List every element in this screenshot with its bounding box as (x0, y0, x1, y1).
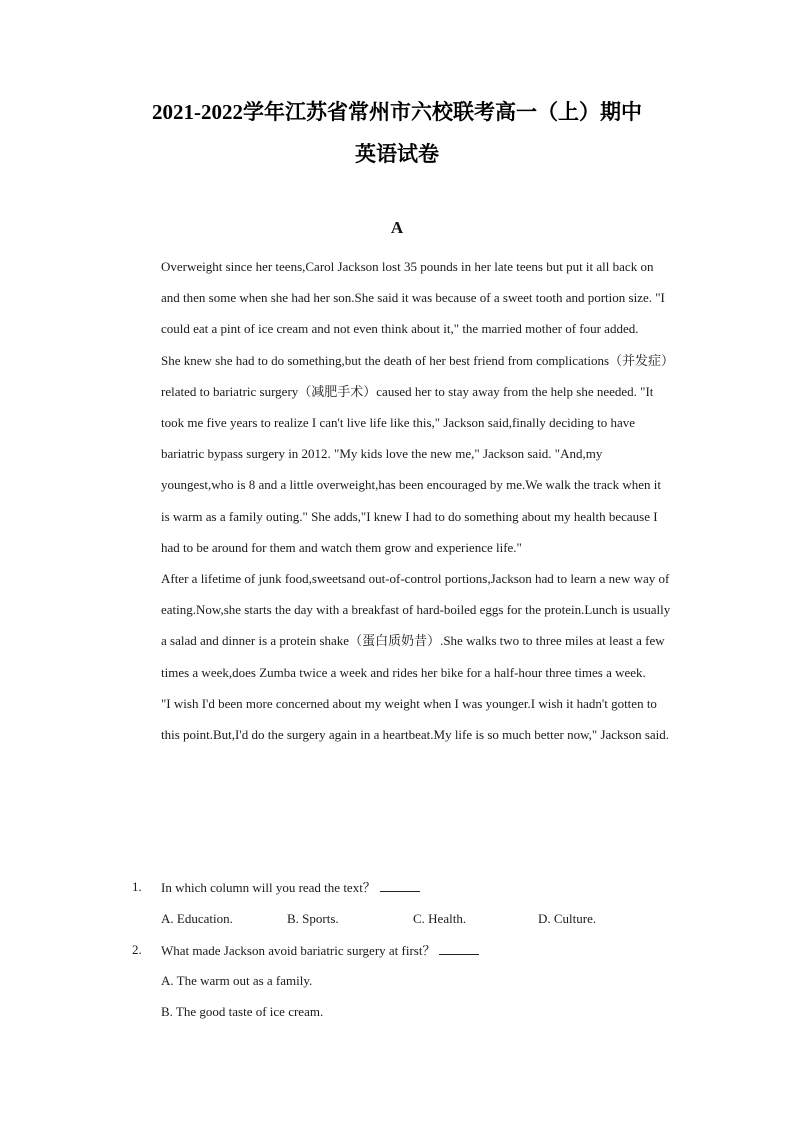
section-heading: A (390, 218, 404, 237)
question-number: 1. (132, 879, 142, 894)
question-2-option-a[interactable]: A. The warm out as a family. (161, 973, 313, 988)
question-number: 2. (132, 942, 142, 957)
answer-blank[interactable] (380, 877, 420, 892)
question-text-wrap (161, 877, 420, 898)
question-2-option-b[interactable]: B. The good taste of ice cream. (161, 1004, 324, 1019)
passage-paragraph-3: After a lifetime of junk food,sweetsand out-of-control portions,Jackson had to learn a new way of eating.Now,she starts the day with a breakfast of hard-boiled eggs for the protein.Lunch is usually a salad and dinner is a protein shake（蛋白质奶昔）.She walks two to three miles at least a few times a week,does Zumba twice a week and rides her bike for a half-hour three times a week. (161, 571, 671, 680)
question-text: In which column will you read the text？ (161, 880, 376, 895)
question-1-option-a[interactable]: A. Education. (161, 911, 233, 926)
question-1-option-c[interactable]: C. Health. (413, 911, 467, 926)
reading-passage (161, 251, 671, 750)
exam-title-line2: 英语试卷 (355, 142, 439, 166)
answer-blank[interactable] (439, 940, 479, 955)
question-text: What made Jackson avoid bariatric surgery at first？ (161, 943, 436, 958)
passage-paragraph-2: She knew she had to do something,but the death of her best friend from complications（并发症）related to bariatric surgery（减肥手术）caused her to stay away from the help she needed. "It took me five years to realize I can't live life like this," Jackson said,finally deciding to have bariatric bypass surgery in 2012. "My kids love the new me," Jackson said. "And,my youngest,who is 8 and a little overweight,has been encouraged by me.We walk the track when it is warm as a family outing." She adds,"I knew I had to do something about my health because I had to be around for them and watch them grow and experience life." (161, 352, 668, 555)
exam-title-line1: 2021-2022学年江苏省常州市六校联考高一（上）期中 (152, 100, 642, 124)
question-1-option-d[interactable]: D. Culture. (538, 911, 597, 926)
passage-paragraph-4: "I wish I'd been more concerned about my weight when I was younger.I wish it hadn't gotten to this point.But,I'd do the surgery again in a heartbeat.My life is so much better now," Jackson said. (161, 695, 670, 743)
question-text-wrap (161, 940, 479, 961)
passage-paragraph-1: Overweight since her teens,Carol Jackson lost 35 pounds in her late teens but put it all back on and then some when she had her son.She said it was because of a sweet tooth and portion size. "I could eat a pint of ice cream and not even think about it," the married mother of four added. (161, 259, 665, 337)
question-1-option-b[interactable]: B. Sports. (287, 911, 339, 926)
